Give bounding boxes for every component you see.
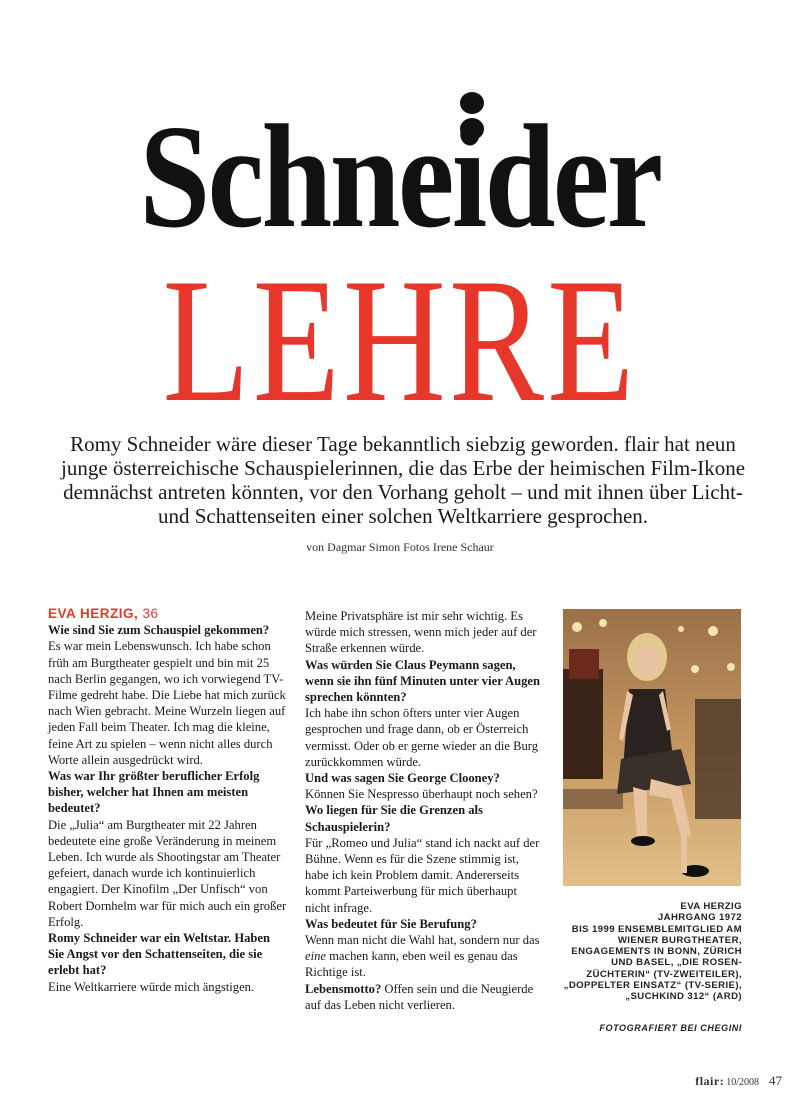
- question: Und was sagen Sie George Clooney?: [305, 771, 500, 786]
- headline-lehre: LEHRE: [162, 241, 638, 439]
- byline: von Dagmar Simon Fotos Irene Schaur: [306, 540, 494, 554]
- interview-column-1: [48, 606, 288, 995]
- portrait-photo: [563, 609, 741, 886]
- answer: Es war mein Lebenswunsch. Ich habe schon früh am Burgtheater gespielt und bin mit 25 nach Berlin gegangen, wo ich vorwiegend TV-Filme gedreht habe. Die Liebe hat mich zurück nach Wien gebracht. Meine Wurzeln liegen auf jeden Fall beim Theater. Ich mag die kleine, feine Art zu spielen – wenn nicht alles durch Worte allein ausgedrückt wird.: [48, 639, 286, 767]
- question: Wo liegen für Sie die Grenzen als Schauspielerin?: [305, 803, 483, 834]
- motto-question: Lebensmotto?: [305, 981, 382, 996]
- page-footer: [695, 1073, 782, 1089]
- answer: Wenn man nicht die Wahl hat, sondern nur das eine machen kann, eben weil es genau das Richtige ist.: [305, 933, 540, 980]
- caption-line: WIENER BURGTHEATER,: [617, 934, 742, 946]
- answer-continued: Meine Privatsphäre ist mir sehr wichtig. Es würde mich stressen, wenn mich jeder auf der Straße erkennen würde.: [305, 609, 537, 656]
- answer: Ich habe ihn schon öfters unter vier Augen gesprochen und frage dann, ob er Österreich vermisst. Oder ob er gerne wieder an die Burg zurückkommen würde.: [305, 706, 539, 769]
- question: Was war Ihr größter beruflicher Erfolg bisher, welcher hat Ihnen am meisten bedeutet?: [48, 769, 260, 816]
- interviewee-name: EVA HERZIG,: [48, 606, 139, 621]
- interview-column-2: [305, 608, 545, 1013]
- caption-line: ENGAGEMENTS IN BONN, ZÜRICH: [571, 946, 742, 958]
- caption-line: „SUCHKIND 312“ (ARD): [625, 991, 742, 1003]
- caption-line: JAHRGANG 1972: [657, 912, 742, 924]
- answer: Eine Weltkarriere würde mich ängstigen.: [48, 979, 255, 994]
- caption-line: ZÜCHTERIN“ (TV-ZWEITEILER),: [586, 968, 742, 980]
- photo-credit: FOTOGRAFIERT BEI CHEGINI: [599, 1023, 742, 1033]
- question: Romy Schneider war ein Weltstar. Haben Sie Angst vor den Schattenseiten, die sie erlebt hat?: [48, 931, 271, 978]
- page-number: 47: [769, 1073, 782, 1088]
- answer: Können Sie Nespresso überhaupt noch sehen?: [305, 787, 538, 802]
- photo-caption: [542, 901, 742, 1003]
- interviewee-heading: [48, 606, 288, 622]
- question: Was bedeutet für Sie Berufung?: [305, 916, 477, 931]
- motto-answer: Offen sein und die Neugierde auf das Leben nicht verlieren.: [305, 981, 534, 1012]
- answer: Für „Romeo und Julia“ stand ich nackt auf der Bühne. Wenn es für die Szene stimmig ist, habe ich kein Problem damit. Andererseits kommt Parteiwerbung für mich überhaupt nicht infrage.: [305, 835, 540, 915]
- caption-line: UND BASEL, „DIE ROSEN-: [611, 957, 742, 969]
- motto: [305, 981, 545, 1013]
- issue-number: 10/2008: [726, 1077, 759, 1088]
- portrait-photo-illustration: [563, 609, 741, 886]
- question: Was würden Sie Claus Peymann sagen, wenn sie ihn fünf Minuten unter vier Augen sprechen könnten?: [305, 657, 541, 705]
- magazine-name: flair:: [695, 1074, 725, 1088]
- headline-schneider: Schneider: [139, 95, 661, 259]
- question: Wie sind Sie zum Schauspiel gekommen?: [48, 623, 270, 638]
- caption-line: BIS 1999 ENSEMBLEMITGLIED AM: [571, 923, 742, 935]
- caption-line: „DOPPELTER EINSATZ“ (TV-SERIE),: [563, 980, 742, 992]
- intro-paragraph: Romy Schneider wäre dieser Tage bekanntlich siebzig geworden. flair hat neun junge österreichische Schauspielerinnen, die das Erbe der heimischen Film-Ikone demnächst antreten könnten, vor den Vorhang geholt – und mit ihnen über Licht- und Schattenseiten einer solchen Weltkarriere gesprochen.: [60, 432, 746, 528]
- caption-line: EVA HERZIG: [680, 901, 742, 912]
- interviewee-age: 36: [142, 606, 159, 621]
- answer: Die „Julia“ am Burgtheater mit 22 Jahren bedeutete eine große Veränderung in meinem Leben. Ich wurde als Shootingstar am Theater gefeiert, danach wurde ich kontinuierlich engagiert. Der Kinofilm „Der Unfisch“ von Robert Dornhelm war für mich auch ein großer Erfolg.: [48, 817, 287, 929]
